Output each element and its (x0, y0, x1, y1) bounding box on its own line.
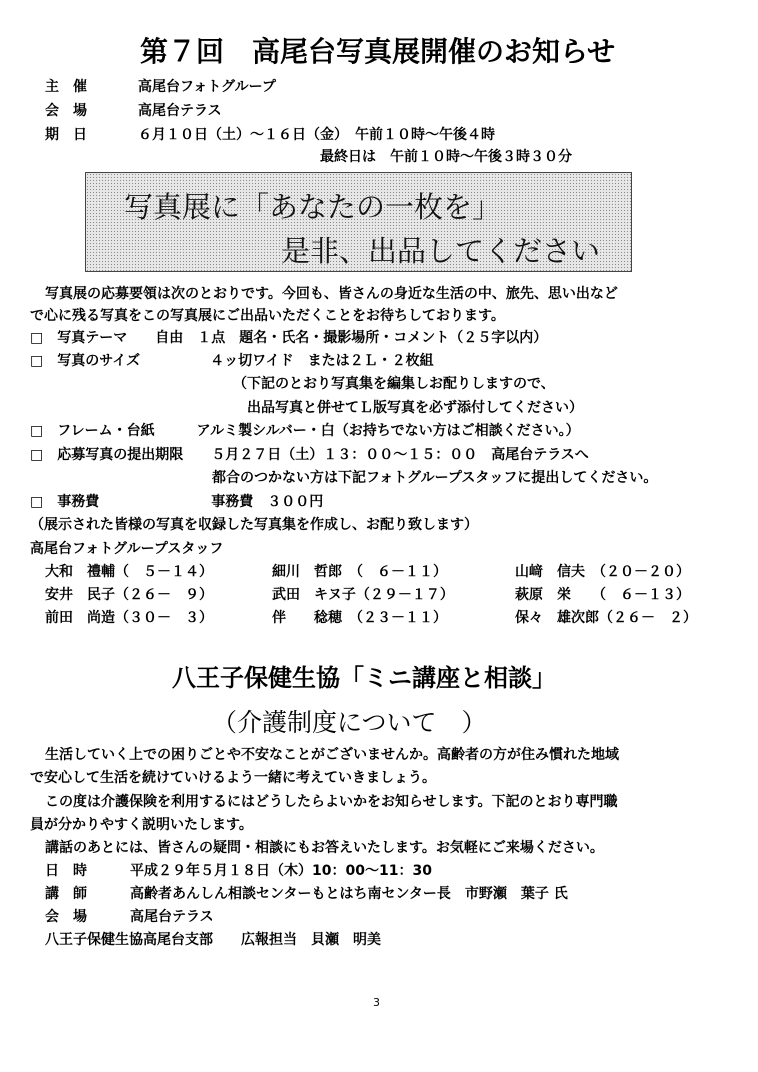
coop-para2-line2: 員が分かりやすく説明いたします。 (30, 817, 253, 833)
banner-line-2: 是非、出品してください (281, 234, 601, 268)
intro-text-line-1: 写真展の応募要領は次のとおりです。今回も、皆さんの身近な生活の中、旅先、思い出など (45, 286, 618, 302)
staff-cell: 大和 禮輔（ ５－１４） (45, 564, 213, 580)
coop-para3: 講話のあとには、皆さんの疑問・相談にもお答えいたします。お気軽にご来場ください。 (45, 840, 604, 856)
period-label: 期 日 (45, 127, 87, 143)
staff-cell: 山﨑 信夫 （２０－２０） (515, 564, 690, 580)
item-size-note-1: （下記のとおり写真集を編集しお配りしますので、 (233, 376, 555, 392)
venue-value: 高尾台テラス (138, 103, 222, 119)
item-frame: □ フレーム・台紙 アルミ製シルバー・白（お持ちでない方はご相談ください。） (30, 423, 580, 439)
staff-cell: 安井 民子（２６－ ９） (45, 587, 213, 603)
staff-cell: 萩原 栄 （ ６－１３） (515, 587, 690, 603)
item-size-note-2: 出品写真と併せてＬ版写真を必ず添付してください） (247, 400, 583, 416)
coop-para2-line1: この度は介護保険を利用するにはどうしたらよいかをお知らせします。下記のとおり専門職 (45, 794, 618, 810)
staff-heading: 高尾台フォトグループスタッフ (30, 541, 224, 557)
staff-cell: 伴 稔穂 （２３－１１） (272, 610, 447, 626)
coop-lecturer-label: 講 師 (45, 886, 87, 902)
coop-venue-value: 高尾台テラス (130, 909, 214, 925)
coop-para1-line1: 生活していく上での困りごとや不安なことがございませんか。高齢者の方が住み慣れた地域 (45, 747, 619, 763)
coop-para1-line2: で安心して生活を続けていけるよう一緒に考えていきましょう。 (30, 770, 436, 786)
exhibition-title: 第７回 高尾台写真展開催のお知らせ (140, 35, 616, 68)
period-value: ６月１０日（土）～１６日（金） 午前１０時～午後４時 (138, 127, 495, 143)
item-deadline: □ 応募写真の提出期限 ５月２７日（土）１３：００～１５：００ 高尾台テラスへ (30, 447, 589, 463)
staff-cell: 細川 哲郎 （ ６－１１） (272, 564, 447, 580)
item-size: □ 写真のサイズ ４ッ切ワイド または２Ｌ・２枚組 (30, 353, 434, 369)
intro-text-line-2: で心に残る写真をこの写真展にご出品いただくことをお待ちしております。 (30, 308, 505, 324)
host-value: 高尾台フォトグループ (138, 79, 276, 95)
coop-datetime-label: 日 時 (45, 863, 87, 879)
item-deadline-note: 都合のつかない方は下記フォトグループスタッフに提出してください。 (212, 470, 658, 486)
staff-cell: 武田 キヌ子（２９－１７） (272, 587, 454, 603)
collection-note: （展示された皆様の写真を収録した写真集を作成し、お配り致します） (30, 517, 478, 533)
coop-lecturer-value: 高齢者あんしん相談センターもとはち南センター長 市野瀬 葉子 氏 (130, 886, 568, 902)
coop-venue-label: 会 場 (45, 909, 87, 925)
host-label: 主 催 (45, 79, 87, 95)
item-fee: □ 事務費 事務費 ３００円 (30, 494, 324, 510)
venue-label: 会 場 (45, 103, 87, 119)
last-day-hours: 最終日は 午前１０時～午後３時３０分 (320, 149, 572, 165)
coop-title: 八王子保健生協「ミニ講座と相談」 (172, 664, 556, 692)
banner-line-1: 写真展に「あなたの一枚を」 (124, 190, 502, 224)
staff-cell: 前田 尚造（３０－ ３） (45, 610, 213, 626)
staff-cell: 保々 雄次郎（２６－ ２） (515, 610, 697, 626)
call-for-entries-banner (85, 172, 632, 272)
page-number: 3 (373, 996, 380, 1009)
coop-datetime-value: 平成２９年５月１８日（木）10：00～11：30 (130, 863, 432, 879)
item-theme: □ 写真テーマ 自由 １点 題名・氏名・撮影場所・コメント（２５字以内） (30, 330, 548, 346)
coop-footer-org: 八王子保健生協高尾台支部 広報担当 貝瀬 明美 (45, 932, 381, 948)
coop-subtitle: （介護制度について ） (212, 708, 487, 737)
